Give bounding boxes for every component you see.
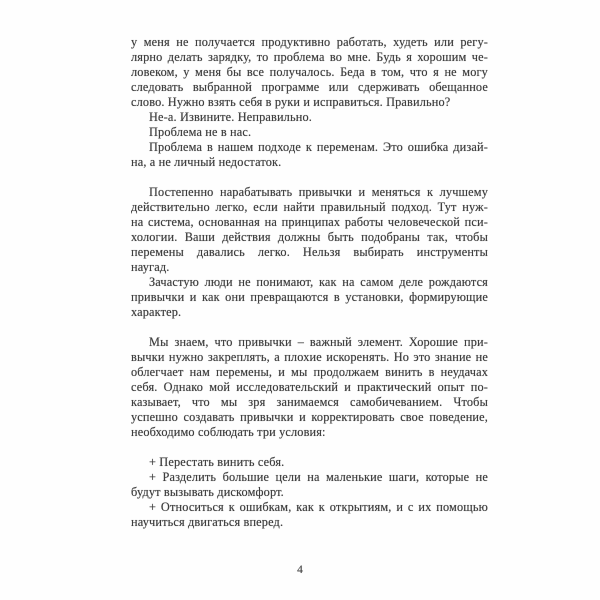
paragraph xyxy=(131,35,488,110)
text-line: у меня не получается продуктивно работать, худеть или регу- xyxy=(131,35,488,49)
text-line: Проблема в нашем подходе к переменам. Это ошибка дизай- xyxy=(149,140,488,154)
text-line: Зачастую люди не понимают, как на самом деле рождаются xyxy=(149,275,488,289)
bullet-item xyxy=(131,470,488,500)
text-line: Мы знаем, что привычки – важный элемент. Хорошие при- xyxy=(149,335,488,349)
text-column xyxy=(131,35,488,530)
paragraph xyxy=(131,110,488,125)
text-line: + Разделить большие цели на маленькие шаги, которые не xyxy=(149,470,488,484)
text-line: необходимо соблюдать три условия: xyxy=(131,425,326,439)
text-line: привычки и как они превращаются в установки, формирующие xyxy=(131,290,488,304)
text-line: будут вызывать дискомфорт. xyxy=(131,485,284,499)
text-line: перемены давались легко. Нельзя выбирать инструменты xyxy=(131,245,488,259)
paragraph xyxy=(131,275,488,320)
text-line: + Перестать винить себя. xyxy=(149,455,285,469)
text-line: успешно создавать привычки и корректировать свое поведение, xyxy=(131,410,488,424)
text-line: себя. Однако мой исследовательский и практический опыт по- xyxy=(131,380,488,394)
text-line: на, а не личный недостаток. xyxy=(131,155,282,169)
text-line: лярно делать зарядку, то проблема во мне. Будь я хорошим че- xyxy=(131,50,488,64)
paragraph xyxy=(131,335,488,440)
paragraph xyxy=(131,140,488,170)
paragraph xyxy=(131,125,488,140)
page-number: 4 xyxy=(297,564,303,576)
text-line: Постепенно нарабатывать привычки и меняться к лучшему xyxy=(149,185,488,199)
paragraph-break xyxy=(131,440,488,455)
text-line: действительно легко, если найти правильный подход. Тут нуж- xyxy=(131,200,488,214)
paragraph-break xyxy=(131,320,488,335)
paragraph xyxy=(131,185,488,275)
text-line: следовать выбранной программе или сдерживать обещанное xyxy=(131,80,488,94)
text-line: вычки нужно закреплять, а плохие искоренять. Но это знание не xyxy=(131,350,488,364)
text-line: хологии. Ваши действия должны быть подобраны так, чтобы xyxy=(131,230,488,244)
text-line: наугад. xyxy=(131,260,170,274)
text-line: казывает, что мы зря занимаемся самобичеванием. Чтобы xyxy=(131,395,488,409)
text-line: Проблема не в нас. xyxy=(149,125,252,139)
paragraph-break xyxy=(131,170,488,185)
bullet-item xyxy=(131,455,488,470)
text-line: характер. xyxy=(131,305,182,319)
text-line: облегчает нам перемены, и мы продолжаем винить в неудачах xyxy=(131,365,488,379)
text-line: на система, основанная на принципах работы человеческой пси- xyxy=(131,215,488,229)
bullet-item xyxy=(131,500,488,530)
text-line: ловеком, у меня бы все получалось. Беда в том, что я не могу xyxy=(131,65,488,79)
text-line: + Относиться к ошибкам, как к открытиям, и с их помощью xyxy=(149,500,488,514)
text-line: научиться двигаться вперед. xyxy=(131,515,284,529)
text-line: слово. Нужно взять себя в руки и исправиться. Правильно? xyxy=(131,95,451,109)
text-line: Не-а. Извините. Неправильно. xyxy=(149,110,312,124)
